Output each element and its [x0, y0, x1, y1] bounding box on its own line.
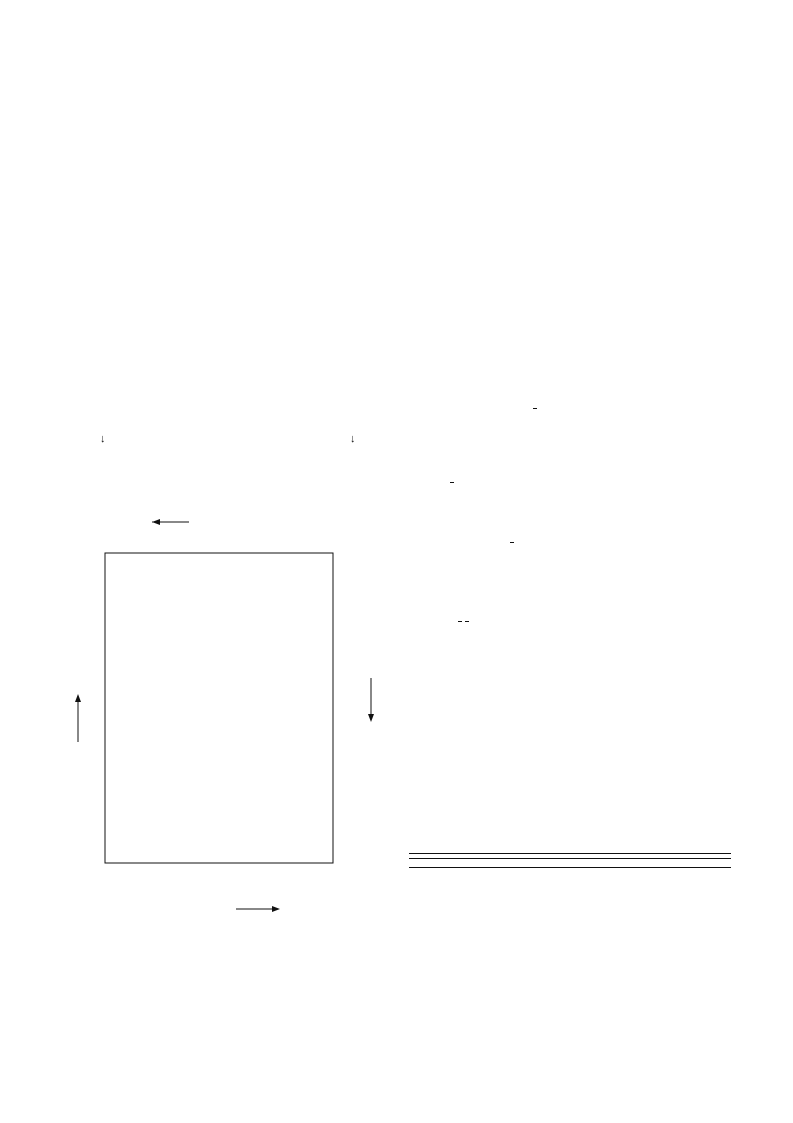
- left-column: [64, 101, 386, 110]
- table-cell: [624, 865, 731, 868]
- scheme-arrow-left: ↓: [100, 433, 106, 445]
- eq5-numerator-1: [458, 621, 462, 622]
- ss-numerator: [450, 482, 454, 483]
- left-axis-arrowhead: [75, 694, 81, 702]
- table-4: [409, 853, 731, 868]
- right-axis-arrowhead: [368, 714, 374, 722]
- bottom-axis-arrowhead: [272, 906, 280, 912]
- figure-1-chart: [64, 510, 394, 915]
- table-cell: [409, 865, 516, 868]
- eq5-numerator-2: [465, 621, 469, 622]
- eq3-numerator: [533, 408, 537, 409]
- table-row: [409, 865, 731, 868]
- steady-state-equation: [450, 476, 454, 488]
- equation-5: [458, 615, 469, 627]
- table-cell: [516, 865, 623, 868]
- equation-4: [510, 536, 514, 548]
- plot-frame: [105, 553, 333, 863]
- scheme-arrow-right: ↓: [350, 433, 356, 445]
- equation-3: [533, 402, 537, 414]
- top-axis-arrowhead: [152, 519, 160, 525]
- eq4-numerator: [510, 542, 514, 543]
